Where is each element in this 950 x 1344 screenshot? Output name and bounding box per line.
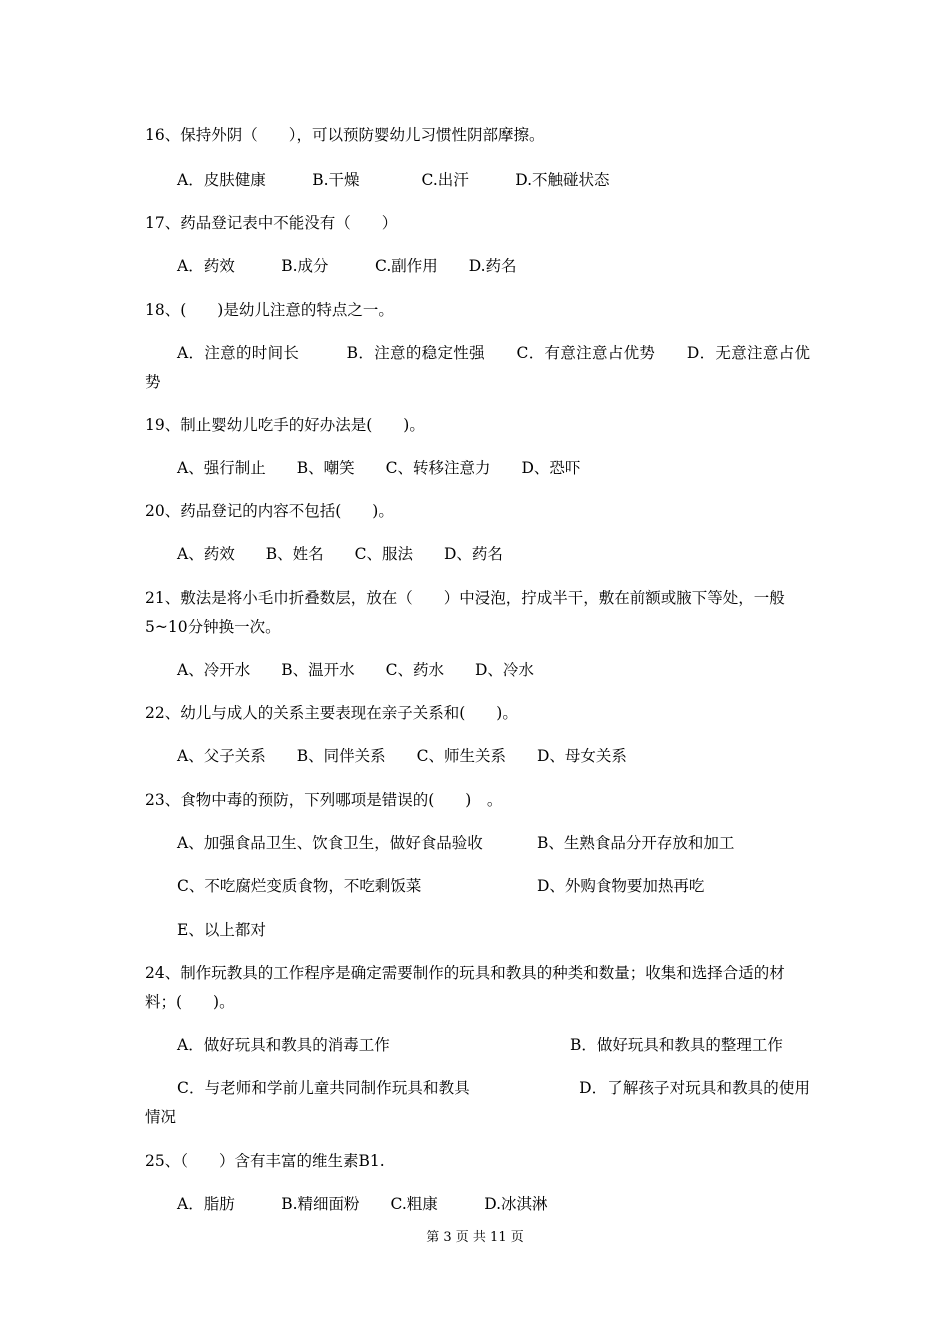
- question-24-option-a: A．做好玩具和教具的消毒工作: [177, 1036, 390, 1054]
- question-18-stem: 18、( )是幼儿注意的特点之一。: [145, 301, 394, 319]
- question-19-options: A、强行制止 B、嘲笑 C、转移注意力 D、恐吓: [177, 459, 581, 477]
- question-23-option-c: C、不吃腐烂变质食物，不吃剩饭菜: [177, 877, 422, 895]
- question-25-stem: 25、（ ）含有丰富的维生素B1.: [145, 1152, 385, 1170]
- question-23-option-e: E、以上都对: [177, 921, 266, 939]
- question-20-options: A、药效 B、姓名 C、服法 D、药名: [177, 545, 503, 563]
- question-23-stem: 23、食物中毒的预防，下列哪项是错误的( ) 。: [145, 791, 503, 809]
- question-16-options: A．皮肤健康 B.干燥 C.出汗 D.不触碰状态: [177, 171, 610, 189]
- question-18-options: A．注意的时间长 B．注意的稳定性强 C．有意注意占优势 D．无意注意占优势: [145, 344, 810, 391]
- question-23-option-b: B、生熟食品分开存放和加工: [537, 834, 735, 852]
- question-22-options: A、父子关系 B、同伴关系 C、师生关系 D、母女关系: [177, 747, 627, 765]
- question-20-stem: 20、药品登记的内容不包括( )。: [145, 502, 394, 520]
- question-21-stem: 21、敷法是将小毛巾折叠数层，放在（ ）中浸泡，拧成半干，敷在前额或腋下等处，一般5~10分钟换一次。: [145, 589, 785, 636]
- question-19-stem: 19、制止婴幼儿吃手的好办法是( )。: [145, 416, 425, 434]
- question-17-stem: 17、药品登记表中不能没有（ ）: [145, 214, 398, 232]
- question-23-option-a: A、加强食品卫生、饮食卫生，做好食品验收: [177, 834, 483, 852]
- question-17-options: A．药效 B.成分 C.副作用 D.药名: [177, 257, 517, 275]
- question-21-options: A、冷开水 B、温开水 C、药水 D、冷水: [177, 661, 534, 679]
- question-16-stem: 16、保持外阴（ ），可以预防婴幼儿习惯性阴部摩擦。: [145, 126, 545, 144]
- question-22-stem: 22、幼儿与成人的关系主要表现在亲子关系和( )。: [145, 704, 518, 722]
- question-24-option-cd: C．与老师和学前儿童共同制作玩具和教具 D．了解孩子对玩具和教具的使用情况: [145, 1079, 810, 1126]
- question-24-stem: 24、制作玩教具的工作程序是确定需要制作的玩具和教具的种类和数量；收集和选择合适的材料；( )。: [145, 964, 785, 1011]
- question-25-options: A．脂肪 B.精细面粉 C.粗康 D.冰淇淋: [177, 1195, 548, 1213]
- question-24-option-b: B．做好玩具和教具的整理工作: [570, 1036, 783, 1054]
- question-23-option-d: D、外购食物要加热再吃: [537, 877, 705, 895]
- page-footer: 第 3 页 共 11 页: [426, 1230, 524, 1245]
